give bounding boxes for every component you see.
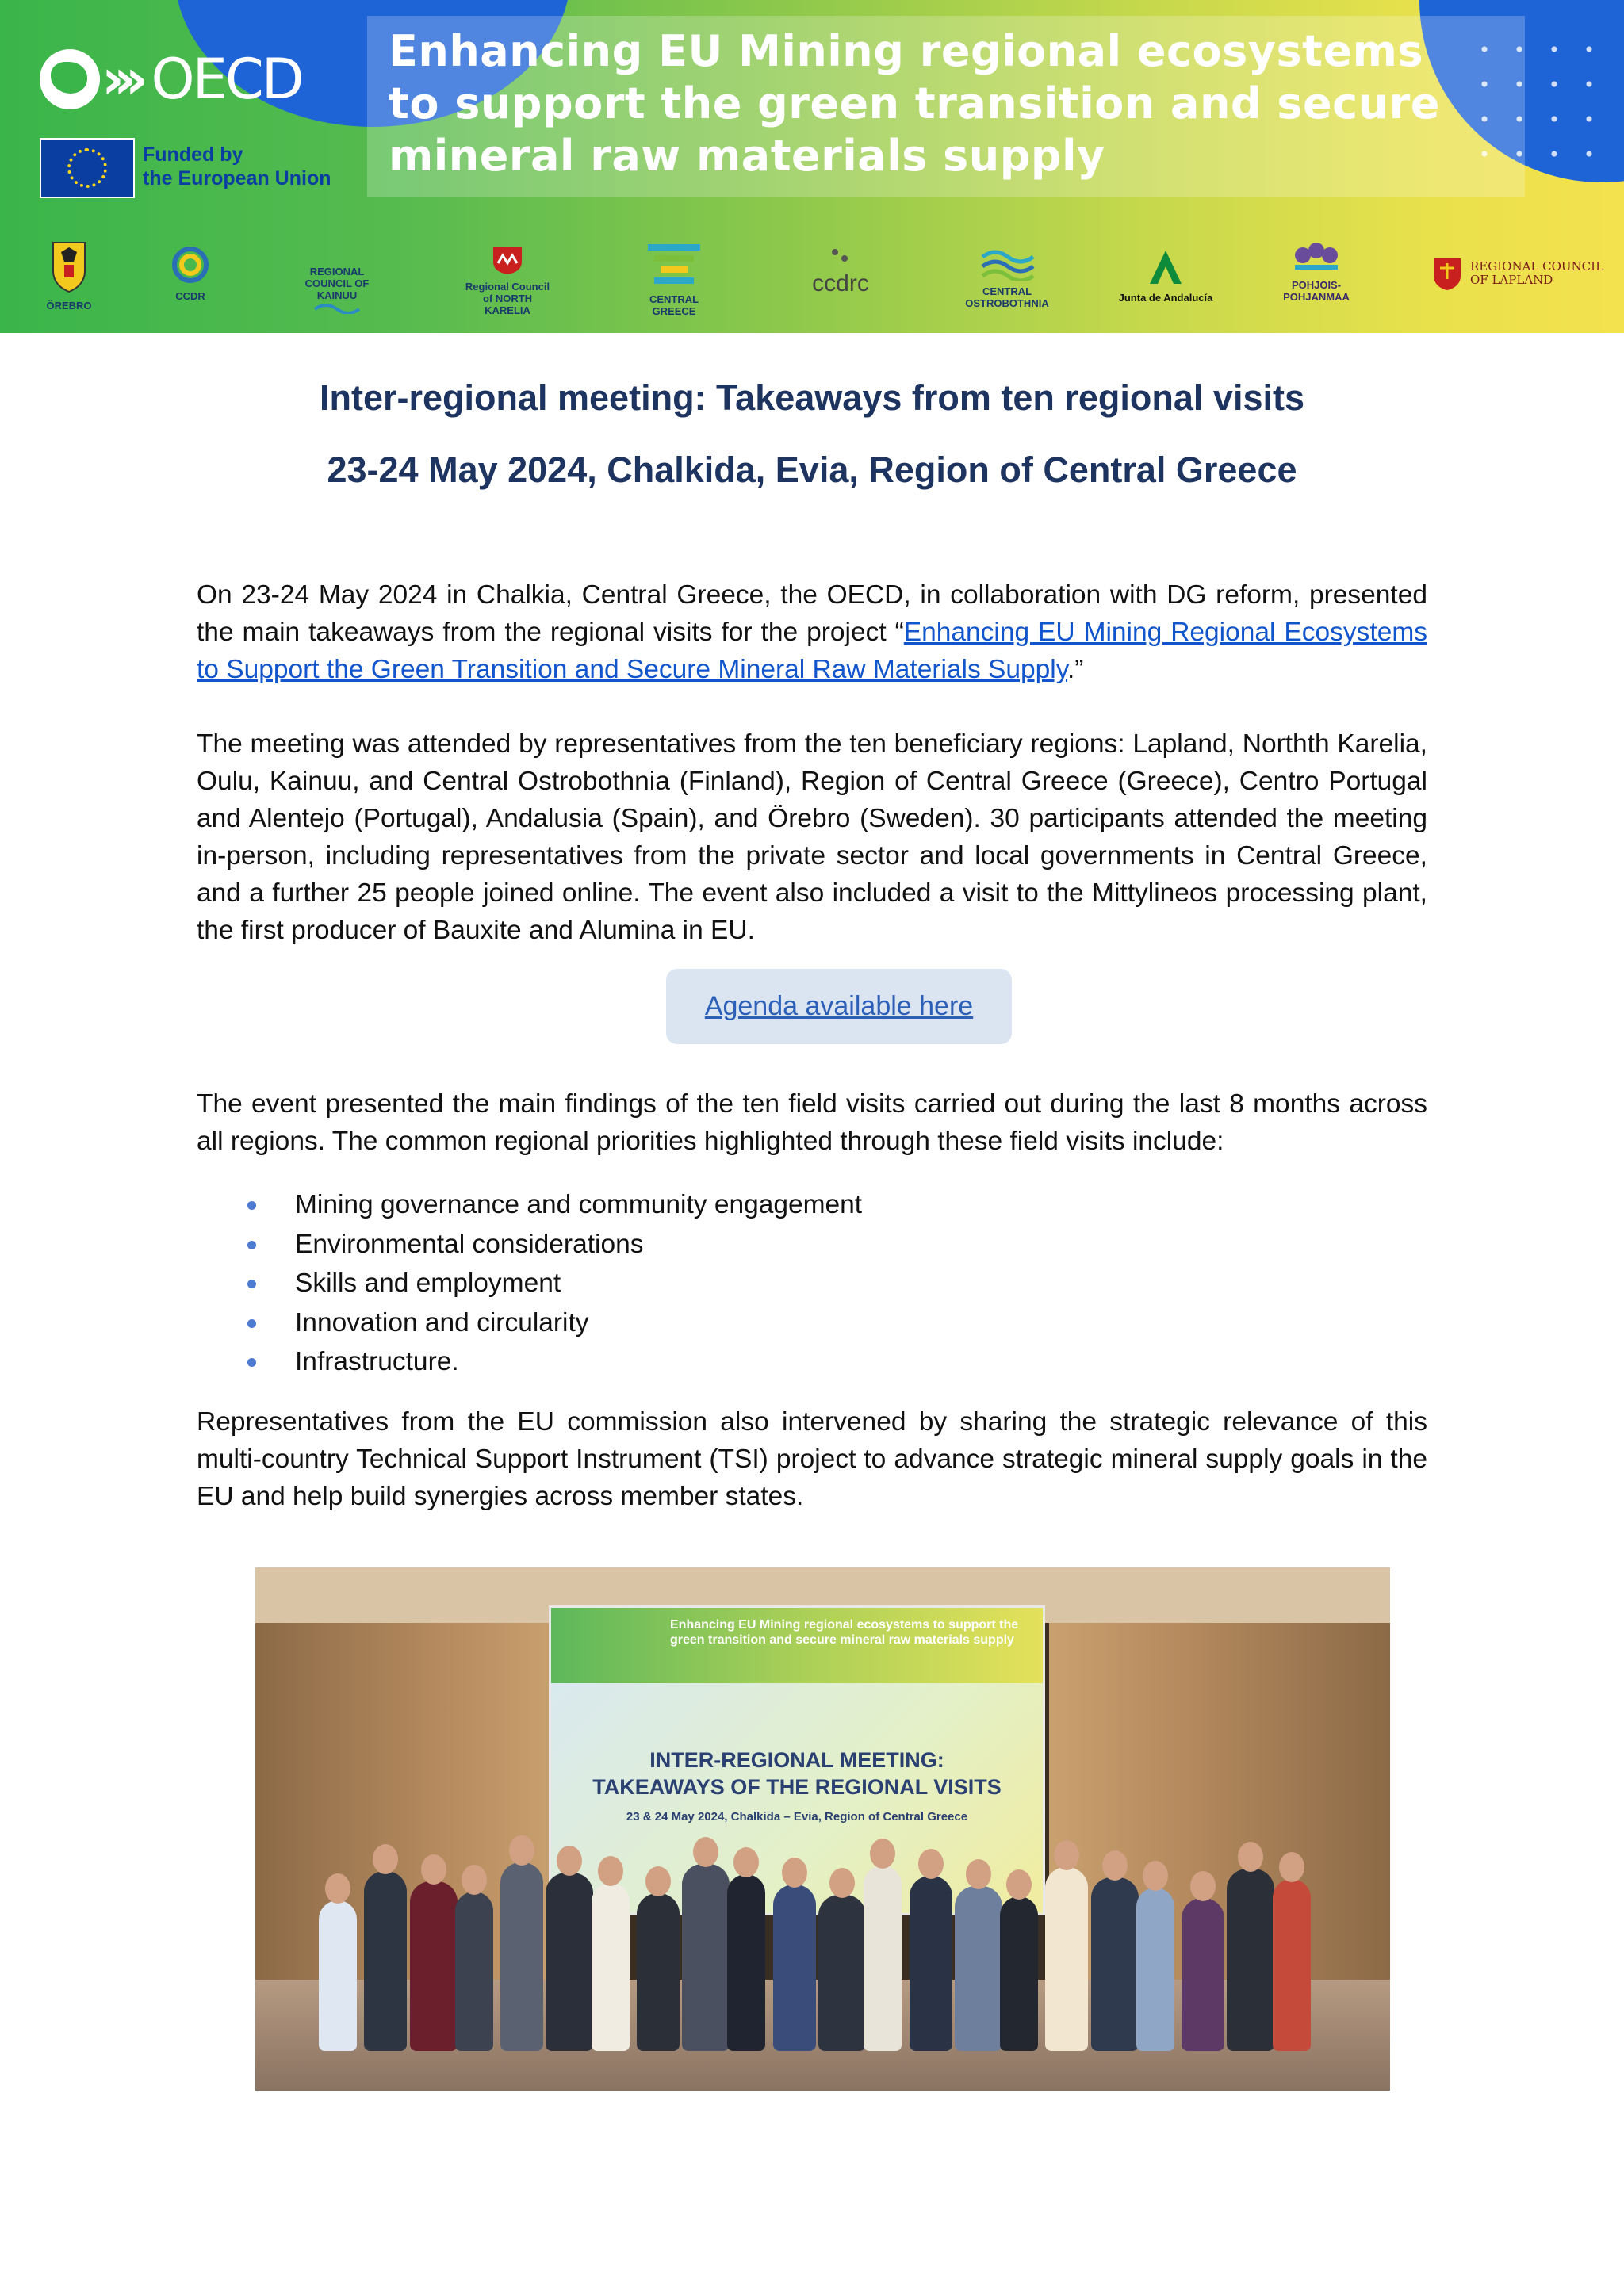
person-silhouette [410, 1881, 458, 2051]
person-head [645, 1866, 671, 1896]
person-head [462, 1865, 487, 1895]
kainuu-icon [313, 301, 361, 314]
intro-text-after: .” [1067, 655, 1084, 684]
person-silhouette [637, 1893, 680, 2051]
screen-date: 23 & 24 May 2024, Chalkida – Evia, Region of Central Greece [626, 1810, 968, 1823]
person-head [870, 1839, 895, 1869]
commission-paragraph: Representatives from the EU commission also intervened by sharing the strategic relevance of this multi-country Technical Support Instrument (TSI) project to advance strategic mineral supply goals in the EU and help build synergies across member states. [197, 1407, 1427, 1511]
person-silhouette [1227, 1869, 1274, 2051]
person-silhouette [364, 1871, 407, 2051]
partner-name: POHJOIS-POHJANMAA [1283, 279, 1350, 303]
orebro-crest-icon [50, 239, 88, 295]
person-head [782, 1858, 807, 1888]
person-silhouette [864, 1866, 902, 2051]
partner-logo-ccdr [159, 246, 222, 302]
attendance-paragraph: The meeting was attended by representatives from the ten beneficiary regions: Lapland, Northth Karelia, Oulu, Kainuu, and Central Ostrobothnia (Finland), Region of Central Greece (Greece), Centro Portugal and Alentejo (Portugal), Andalusia (Spain), and Örebro (Sweden). 30 participants attended the meeting in-person, including representatives from the private sector and local governments in Central Greece, and a further 25 people joined online. The event also included a visit to the Mittylineos processing plant, the first producer of Bauxite and Alumina in EU. [197, 729, 1427, 945]
partner-logo-ccdrc [797, 246, 884, 297]
person-head [509, 1835, 534, 1866]
person-silhouette [682, 1864, 730, 2051]
person-head [1054, 1840, 1079, 1870]
screen-title-line: INTER-REGIONAL MEETING: [649, 1748, 944, 1772]
oecd-globe-icon [40, 49, 100, 109]
partner-name: REGIONAL COUNCIL OF KAINUU [304, 266, 370, 301]
partner-logos-row [0, 230, 1624, 325]
ccdr-centro-icon [167, 246, 214, 285]
person-head [829, 1868, 855, 1898]
partner-name: ccdrc [812, 270, 869, 297]
person-head [966, 1859, 991, 1889]
central-ostrobothnia-icon [979, 246, 1035, 281]
person-silhouette [910, 1876, 952, 2051]
project-link[interactable]: Enhancing EU Mining Regional Ecosystems to Support the Green Transition and Secure Mineral Raw Materials Supply [197, 618, 1428, 684]
andalucia-icon [1146, 247, 1185, 287]
eu-funded-line: the European Union [143, 167, 331, 189]
person-head [1102, 1850, 1128, 1881]
screen-title [551, 1747, 1043, 1800]
eu-flag-icon [40, 138, 135, 198]
partner-name: CCDR [175, 290, 205, 302]
person-silhouette [1182, 1898, 1224, 2051]
person-head [1238, 1842, 1263, 1872]
bullet-icon [247, 1319, 256, 1328]
eu-funded-label [143, 143, 331, 190]
person-silhouette [1000, 1896, 1038, 2051]
group-photo [255, 1567, 1390, 2091]
oecd-chevrons-icon: ››› [102, 47, 137, 112]
person-head [557, 1846, 582, 1876]
partner-logo-central-ostrobothnia [948, 246, 1067, 309]
partner-logo-pohjois-pohjanmaa [1273, 239, 1360, 303]
person-silhouette [500, 1862, 543, 2051]
person-head [421, 1854, 446, 1885]
eu-stars-icon [67, 148, 107, 188]
ccdr-alentejo-icon [829, 246, 852, 266]
agenda-button[interactable]: Agenda available here [666, 969, 1012, 1044]
list-item [197, 1303, 1427, 1343]
list-item-text: Mining governance and community engagement [295, 1190, 863, 1219]
person-head [1190, 1871, 1216, 1901]
person-head [1006, 1869, 1032, 1900]
page-title: Inter-regional meeting: Takeaways from ten regional visits [319, 377, 1304, 418]
person-silhouette [955, 1886, 1002, 2051]
partner-name: Regional Council of NORTH KARELIA [465, 281, 550, 316]
priorities-list [197, 1185, 1427, 1382]
partner-name: CENTRAL GREECE [649, 293, 699, 317]
list-item-text: Infrastructure. [295, 1347, 459, 1376]
oecd-logo-text: OECD [151, 47, 302, 112]
partner-logo-central-greece [634, 241, 714, 317]
banner-title-line: to support the green transition and secure [389, 78, 1440, 128]
oecd-logo [40, 48, 302, 111]
list-item-text: Environmental considerations [295, 1229, 644, 1259]
list-item-text: Skills and employment [295, 1269, 561, 1298]
lapland-icon [1432, 257, 1462, 292]
north-karelia-icon [490, 244, 525, 276]
partner-logo-kainuu [285, 266, 389, 319]
page-subtitle: 23-24 May 2024, Chalkida, Evia, Region of Central Greece [327, 450, 1297, 490]
screen-header-text: Enhancing EU Mining regional ecosystems to support the green transition and secure mineral raw materials supply [670, 1618, 1019, 1647]
header-banner [0, 0, 1624, 333]
intro-paragraph [197, 576, 1427, 688]
person-silhouette [546, 1873, 593, 2051]
bullet-icon [247, 1241, 256, 1249]
bullet-icon [247, 1358, 256, 1367]
person-silhouette [319, 1900, 357, 2051]
banner-title [389, 25, 1499, 182]
list-item-text: Innovation and circularity [295, 1307, 589, 1337]
partner-logo-north-karelia [460, 244, 555, 316]
person-silhouette [818, 1895, 866, 2051]
person-silhouette [455, 1892, 493, 2051]
list-item [197, 1225, 1427, 1265]
eu-funded-line: Funded by [143, 144, 243, 166]
partner-name: ÖREBRO [46, 300, 92, 312]
partner-name: REGIONAL COUNCIL OF LAPLAND [1470, 259, 1604, 287]
banner-title-line: Enhancing EU Mining regional ecosystems [389, 26, 1423, 76]
list-item [197, 1264, 1427, 1303]
screen-title-line: TAKEAWAYS OF THE REGIONAL VISITS [592, 1775, 1002, 1799]
partner-logo-andalucia [1110, 247, 1221, 304]
person-silhouette [1136, 1888, 1174, 2051]
person-head [373, 1844, 398, 1874]
person-head [918, 1849, 944, 1879]
bullet-icon [247, 1201, 256, 1210]
bullet-icon [247, 1280, 256, 1288]
person-silhouette [727, 1874, 765, 2051]
partner-logo-orebro [41, 239, 97, 312]
person-silhouette [1273, 1879, 1311, 2051]
person-head [598, 1856, 623, 1886]
central-greece-icon [646, 241, 702, 289]
pohjois-pohjanmaa-icon [1289, 239, 1344, 274]
person-head [733, 1847, 759, 1877]
person-head [693, 1837, 718, 1867]
people-group [319, 1845, 1318, 2051]
person-head [1143, 1861, 1168, 1891]
person-silhouette [1091, 1877, 1139, 2051]
person-head [325, 1873, 350, 1904]
banner-title-line: mineral raw materials supply [389, 131, 1105, 181]
list-item [197, 1342, 1427, 1382]
person-silhouette [1045, 1867, 1088, 2051]
intro-text-before: On 23-24 May 2024 in Chalkia, Central Greece, the OECD, in collaboration with DG reform, presented the main takeaways from the regional visits for the project “ [197, 580, 1427, 647]
findings-paragraph: The event presented the main findings of the ten field visits carried out during the last 8 months across all regions. The common regional priorities highlighted through these field visits include: [197, 1089, 1427, 1156]
person-silhouette [592, 1883, 630, 2051]
person-head [1279, 1852, 1304, 1882]
list-item [197, 1185, 1427, 1225]
person-silhouette [773, 1885, 816, 2051]
partner-name: Junta de Andalucía [1118, 292, 1213, 304]
partner-name: CENTRAL OSTROBOTHNIA [965, 285, 1049, 309]
